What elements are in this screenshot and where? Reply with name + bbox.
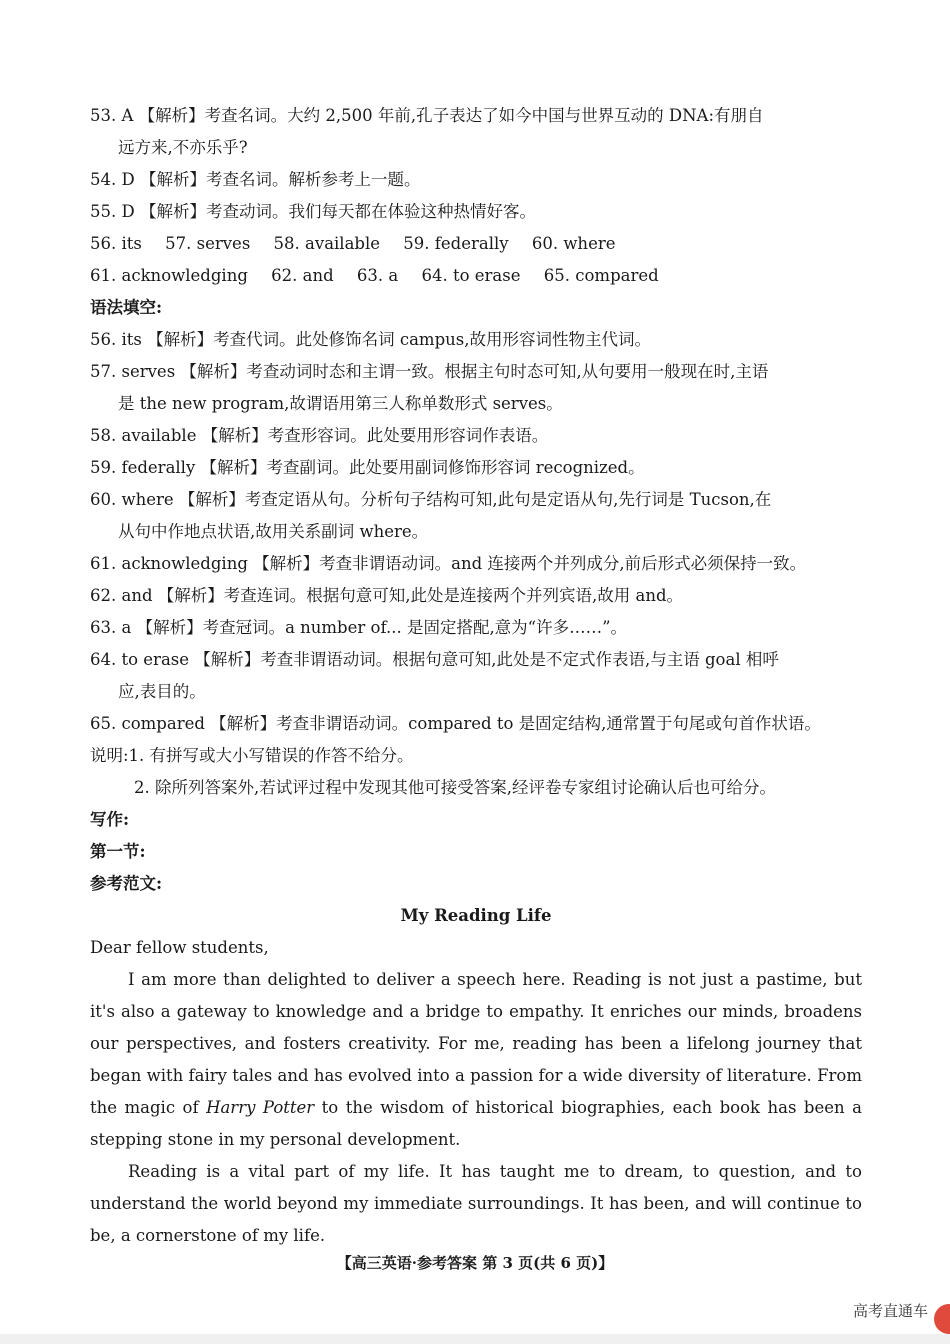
- answer-explanation: 【解析】考查动词。我们每天都在体验这种热情好客。: [139, 202, 536, 221]
- grammar-item: 57. serves 【解析】考查动词时态和主谓一致。根据主句时态可知,从句要用一般现在时,主语: [90, 362, 769, 381]
- answer-number: 55. D: [90, 202, 135, 221]
- quick-answer: 64. to erase: [421, 266, 521, 285]
- answer-page: [90, 100, 862, 1252]
- essay-paragraph-1: I am more than delighted to deliver a speech here. Reading is not just a pastime, but it's also a gateway to knowledge and a bridge to empathy. It enriches our minds, broadens our perspectives, and fosters creativity. For me, reading has been a lifelong journey that began with fairy tales and has evolved into a passion for a wide diversity of literature. From the magic of Harry Potter to the wisdom of historical biographies, each book has been a stepping stone in my personal development.: [90, 970, 862, 1149]
- grammar-item: 59. federally 【解析】考查副词。此处要用副词修饰形容词 recognized。: [90, 458, 645, 477]
- quick-answer: 57. serves: [165, 234, 251, 253]
- writing-heading: 写作:: [90, 810, 130, 829]
- corner-badge-icon: [934, 1304, 950, 1334]
- grammar-item: 58. available 【解析】考查形容词。此处要用形容词作表语。: [90, 426, 549, 445]
- grammar-item: 63. a 【解析】考查冠词。a number of... 是固定搭配,意为“许多……”。: [90, 618, 628, 637]
- answer-explanation: 【解析】考查名词。解析参考上一题。: [139, 170, 421, 189]
- grammar-item-continued: 从句中作地点状语,故用关系副词 where。: [118, 522, 429, 541]
- quick-answer: 62. and: [271, 266, 334, 285]
- note-line-1: 说明:1. 有拼写或大小写错误的作答不给分。: [90, 746, 414, 765]
- answer-53: [90, 100, 862, 132]
- quick-answer: 60. where: [531, 234, 616, 253]
- essay-salutation: Dear fellow students,: [90, 938, 269, 957]
- quick-answer: 56. its: [90, 234, 142, 253]
- quick-answers-row-1: [90, 228, 862, 260]
- essay-paragraph-2: Reading is a vital part of my life. It has taught me to dream, to question, and to understand the world beyond my immediate surroundings. It has been, and will continue to be, a cornerstone of my life.: [90, 1162, 862, 1245]
- quick-answer: 58. available: [273, 234, 381, 253]
- essay-title: My Reading Life: [400, 906, 552, 925]
- answer-explanation: 【解析】考查名词。大约 2,500 年前,孔子表达了如今中国与世界互动的 DNA:有朋自: [138, 106, 764, 125]
- grammar-item: 56. its 【解析】考查代词。此处修饰名词 campus,故用形容词性物主代词。: [90, 330, 651, 349]
- bottom-bar: [0, 1334, 950, 1344]
- grammar-item: 64. to erase 【解析】考查非谓语动词。根据句意可知,此处是不定式作表语,与主语 goal 相呼: [90, 650, 779, 669]
- quick-answers-row-2: [90, 260, 862, 292]
- quick-answer: 65. compared: [543, 266, 659, 285]
- grammar-item-continued: 是 the new program,故谓语用第三人称单数形式 serves。: [118, 394, 563, 413]
- quick-answer: 63. a: [356, 266, 399, 285]
- grammar-item: 62. and 【解析】考查连词。根据句意可知,此处是连接两个并列宾语,故用 and。: [90, 586, 684, 605]
- watermark: 高考直通车: [852, 1302, 928, 1320]
- grammar-item: 60. where 【解析】考查定语从句。分析句子结构可知,此句是定语从句,先行词是 Tucson,在: [90, 490, 772, 509]
- section-one-heading: 第一节:: [90, 842, 146, 861]
- book-title: Harry Potter: [206, 1098, 315, 1117]
- page-footer: 【高三英语·参考答案 第 3 页(共 6 页)】: [336, 1254, 614, 1272]
- answer-number: 54. D: [90, 170, 135, 189]
- quick-answer: 61. acknowledging: [90, 266, 248, 285]
- grammar-item: 61. acknowledging 【解析】考查非谓语动词。and 连接两个并列成分,前后形式必须保持一致。: [90, 554, 807, 573]
- quick-answer: 59. federally: [403, 234, 509, 253]
- answer-55: [90, 196, 862, 228]
- grammar-section-heading: 语法填空:: [90, 298, 163, 317]
- answer-54: [90, 164, 862, 196]
- sample-essay-heading: 参考范文:: [90, 874, 163, 893]
- grammar-item: 65. compared 【解析】考查非谓语动词。compared to 是固定结构,通常置于句尾或句首作状语。: [90, 714, 821, 733]
- answer-number: 53. A: [90, 106, 134, 125]
- note-line-2: 2. 除所列答案外,若试评过程中发现其他可接受答案,经评卷专家组讨论确认后也可给分。: [134, 778, 776, 797]
- grammar-item-continued: 应,表目的。: [118, 682, 206, 701]
- answer-53-continued: 远方来,不亦乐乎?: [118, 138, 248, 157]
